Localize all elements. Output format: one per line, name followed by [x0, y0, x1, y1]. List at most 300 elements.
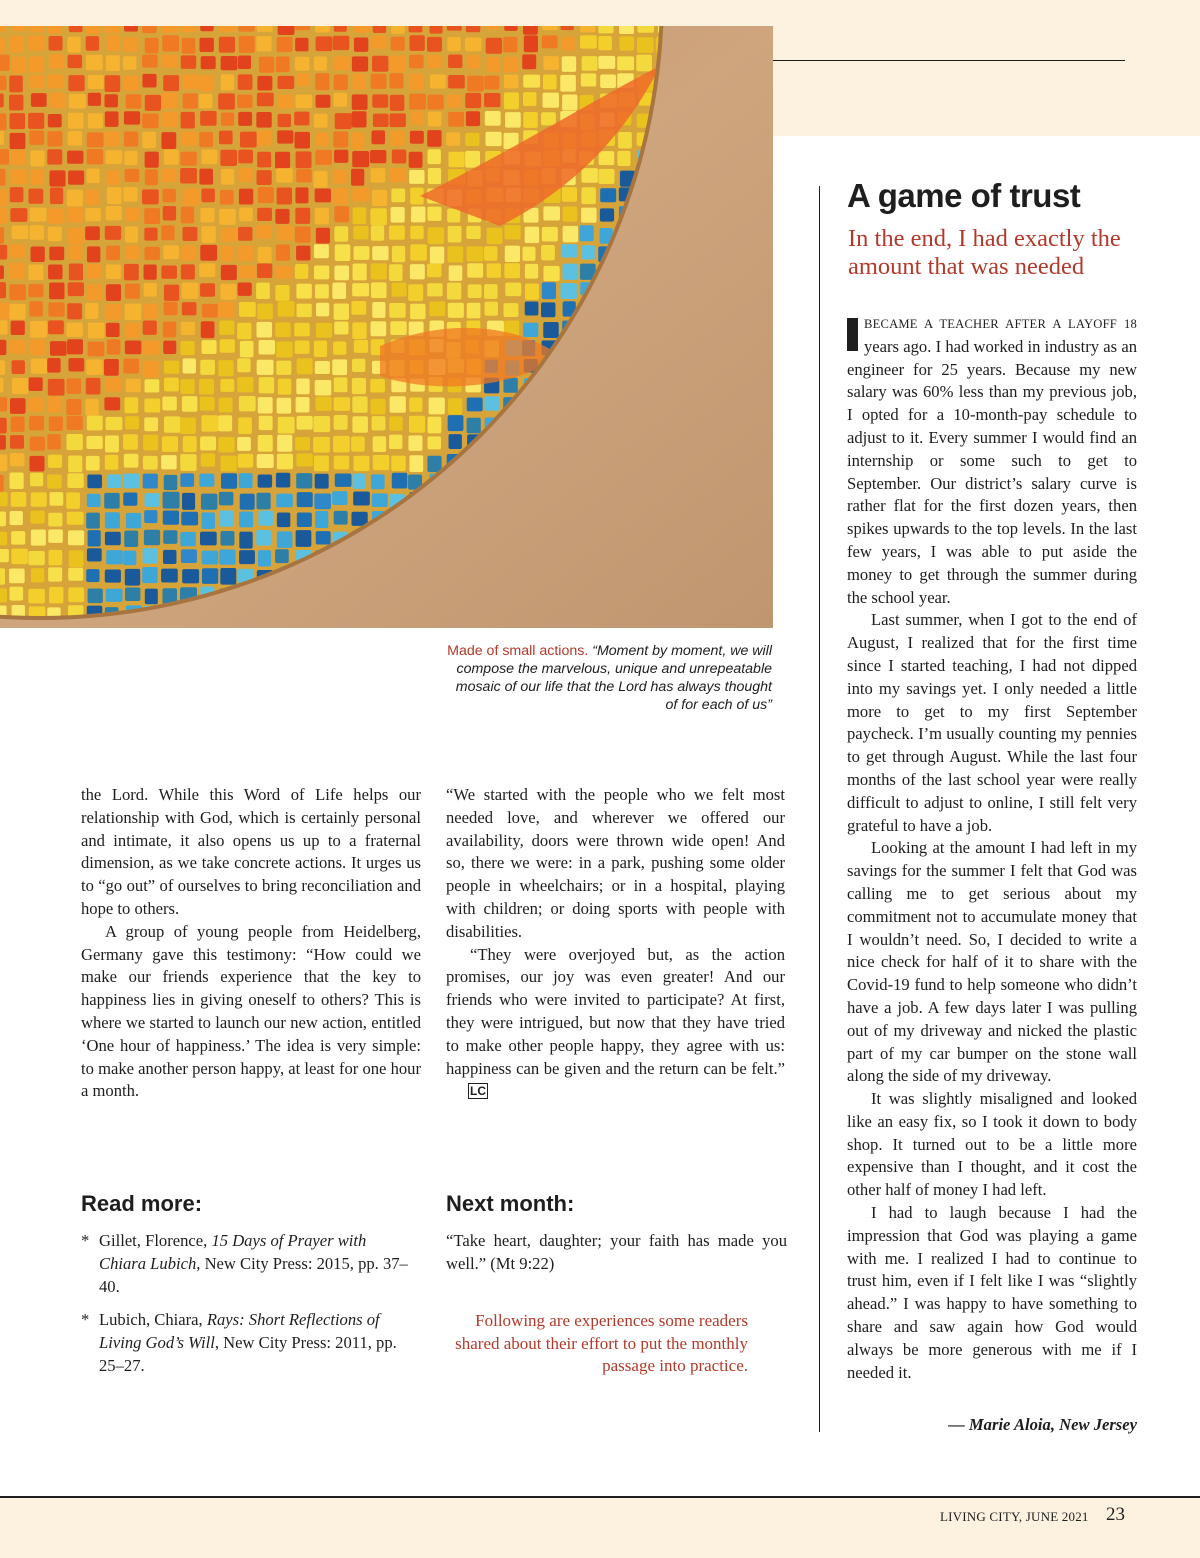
mosaic-tile	[124, 151, 137, 165]
mosaic-tile	[67, 416, 83, 430]
mosaic-tile	[68, 587, 84, 602]
photo-caption	[440, 642, 772, 714]
mosaic-tile	[314, 244, 329, 258]
mosaic-tile	[370, 399, 385, 415]
mosaic-tile	[373, 455, 390, 470]
mosaic-tile	[219, 26, 236, 32]
mosaic-tile	[449, 434, 462, 449]
mosaic-tile	[372, 56, 388, 72]
mosaic-tile	[161, 112, 177, 127]
mosaic-tile	[0, 532, 7, 546]
mosaic-tile	[164, 285, 179, 301]
mosaic-tile	[221, 56, 238, 70]
mosaic-tile	[503, 303, 518, 317]
mosaic-tile	[467, 246, 484, 261]
mosaic-tile	[202, 568, 218, 584]
mosaic-tile	[408, 435, 422, 451]
mosaic-tile	[354, 456, 370, 471]
mosaic-tile	[163, 550, 176, 564]
mosaic-tile	[68, 55, 83, 68]
mosaic-tile	[29, 130, 44, 144]
mosaic-tile	[87, 246, 100, 262]
mosaic-tile	[105, 26, 121, 33]
mosaic-tile	[278, 417, 295, 434]
mosaic-tile	[106, 589, 123, 602]
mosaic-tile	[30, 511, 44, 524]
mosaic-tile	[182, 227, 197, 241]
mosaic-tile	[465, 151, 480, 168]
mosaic-tile	[69, 245, 83, 260]
mosaic-tile	[410, 131, 424, 144]
mosaic-tile	[296, 304, 311, 318]
mosaic-tile	[182, 74, 198, 89]
mosaic-tile	[240, 494, 255, 510]
mosaic-tile	[88, 113, 103, 128]
mosaic-tile	[277, 513, 290, 528]
mosaic-tile	[11, 321, 25, 335]
mosaic-tile	[371, 74, 387, 89]
mosaic-tile	[49, 587, 63, 604]
mosaic-tile	[11, 531, 25, 544]
mosaic-tile	[0, 131, 4, 145]
mosaic-tile	[334, 397, 350, 411]
mosaic-tile	[104, 131, 119, 146]
mosaic-tile	[220, 339, 235, 353]
mosaic-tile	[392, 246, 405, 262]
mosaic-tile	[392, 473, 408, 489]
reference-title: 15 Days of Prayer with Chiara Lubich,	[99, 1231, 367, 1273]
mosaic-tile	[163, 530, 177, 544]
mosaic-tile	[257, 208, 272, 221]
mosaic-tile	[296, 151, 312, 168]
mosaic-tile	[0, 492, 8, 506]
mosaic-tile	[275, 285, 289, 301]
mosaic-tile	[447, 209, 460, 223]
mosaic-tile	[10, 36, 25, 52]
mosaic-tile	[164, 416, 181, 432]
mosaic-tile	[335, 113, 352, 129]
mosaic-tile	[9, 568, 25, 583]
mosaic-tile	[522, 247, 535, 261]
mosaic-tile	[371, 282, 387, 298]
mosaic-tile	[145, 169, 158, 185]
mosaic-tile	[68, 358, 84, 371]
mosaic-tile	[239, 36, 255, 53]
mosaic-tile	[29, 189, 44, 204]
mosaic-tile	[598, 56, 615, 69]
mosaic-tile	[543, 206, 560, 220]
mosaic-tile	[181, 264, 195, 279]
mosaic-tile	[295, 95, 312, 108]
mosaic-tile	[315, 511, 328, 528]
mosaic-tile	[126, 208, 140, 221]
mosaic-tile	[485, 302, 498, 316]
mosaic-tile	[180, 379, 194, 394]
mosaic-tile	[391, 207, 405, 223]
mosaic-tile	[295, 227, 311, 243]
mosaic-tile	[48, 209, 65, 224]
drop-cap-i	[847, 318, 858, 351]
mosaic-tile	[314, 341, 327, 357]
mosaic-tile	[220, 379, 234, 392]
mosaic-tile	[123, 56, 136, 70]
mosaic-tile	[69, 550, 84, 567]
mosaic-tile	[106, 378, 122, 392]
mosaic-tile	[181, 112, 195, 129]
next-month-text: “Take heart, daughter; your faith has made you well.” (Mt 9:22)	[446, 1231, 787, 1273]
mosaic-tile	[296, 473, 312, 488]
mosaic-tile	[106, 323, 120, 337]
caption-quote: “Moment by moment, we will compose the marvelous, unique and unrepeatable mosaic of our life that the Lord has always thought of for each of us”	[455, 643, 772, 713]
mosaic-tile	[219, 492, 234, 505]
mosaic-tile	[48, 227, 62, 242]
mosaic-tile	[256, 283, 270, 299]
mosaic-tile	[0, 588, 7, 602]
mosaic-tile	[201, 226, 215, 243]
mosaic-tile	[427, 264, 441, 278]
mosaic-tile	[0, 169, 5, 186]
mosaic-tile	[67, 339, 83, 354]
mosaic-tile	[180, 532, 196, 546]
mosaic-tile	[562, 187, 577, 202]
mosaic-tile	[408, 284, 423, 301]
mosaic-tile	[390, 321, 406, 335]
mosaic-tile	[275, 152, 290, 169]
mosaic-tile	[199, 169, 213, 185]
mosaic-tile	[69, 26, 83, 32]
mosaic-tile	[0, 360, 5, 374]
mosaic-tile	[49, 36, 63, 51]
mosaic-tile	[334, 377, 348, 392]
mosaic-tile	[238, 245, 254, 261]
mosaic-tile	[10, 340, 26, 354]
mosaic-tile	[617, 56, 634, 70]
mosaic-tile	[257, 303, 273, 319]
mosaic-tile	[124, 531, 138, 547]
mosaic-tile	[237, 377, 253, 392]
mosaic-tile	[30, 321, 47, 338]
mosaic-tile	[66, 323, 83, 337]
mosaic-tile	[144, 264, 157, 279]
mosaic-tile	[371, 321, 387, 336]
mosaic-tile	[181, 207, 194, 224]
mosaic-tile	[68, 170, 84, 184]
mosaic-tile	[504, 225, 520, 239]
mosaic-tile	[278, 26, 295, 35]
mosaic-tile	[467, 263, 483, 277]
mosaic-tile	[428, 417, 442, 434]
mosaic-tile	[238, 227, 252, 241]
mosaic-tile	[316, 531, 331, 544]
mosaic-tile	[49, 54, 64, 68]
mosaic-tile	[50, 187, 63, 204]
mosaic-tile	[354, 26, 371, 33]
mosaic-tile	[562, 264, 578, 280]
mosaic-tile	[28, 113, 44, 129]
mosaic-tile	[277, 454, 293, 469]
mosaic-tile	[334, 265, 349, 280]
mosaic-tile	[181, 246, 197, 261]
mosaic-tile	[372, 416, 386, 430]
mosaic-tile	[448, 415, 464, 431]
mosaic-tile	[523, 112, 537, 128]
reference-author: Lubich, Chiara,	[99, 1310, 203, 1330]
paragraph	[847, 312, 1137, 609]
mosaic-tile	[143, 456, 158, 470]
mosaic-tile	[315, 380, 332, 395]
mosaic-tile	[163, 510, 179, 524]
mosaic-tile	[30, 437, 45, 451]
mosaic-tile	[12, 360, 25, 374]
mosaic-tile	[142, 74, 156, 88]
mosaic-tile	[239, 473, 253, 488]
mosaic-tile	[88, 589, 103, 604]
mosaic-tile	[47, 434, 60, 449]
mosaic-tile	[125, 284, 140, 299]
mosaic-tile	[183, 436, 197, 452]
mosaic-tile	[352, 283, 369, 296]
mosaic-tile	[562, 94, 577, 110]
mosaic-tile	[484, 396, 500, 410]
mosaic-tile	[352, 396, 367, 412]
mosaic-tile	[29, 56, 44, 72]
mosaic-tile	[409, 26, 423, 32]
mosaic-tile	[201, 494, 217, 510]
mosaic-tile	[123, 551, 136, 566]
mosaic-tile	[123, 473, 139, 488]
mosaic-tile	[335, 244, 351, 261]
mosaic-tile	[314, 265, 329, 279]
mosaic-tile	[145, 379, 160, 392]
mosaic-tile	[200, 283, 215, 297]
mosaic-tile	[163, 206, 176, 220]
mosaic-tile	[0, 227, 4, 244]
mosaic-tile	[392, 149, 406, 163]
mosaic-tile	[182, 302, 197, 315]
mosaic-tile	[257, 360, 274, 375]
mosaic-tile	[181, 55, 196, 68]
mosaic-tile	[144, 417, 158, 431]
header-panel	[773, 26, 1200, 136]
mosaic-tile	[315, 208, 329, 225]
mosaic-tile	[126, 513, 141, 528]
mosaic-tile	[12, 225, 29, 239]
mosaic-tile	[239, 189, 253, 205]
mosaic-tile	[352, 378, 366, 394]
mosaic-tile	[87, 149, 103, 164]
mosaic-tile	[257, 26, 273, 32]
mosaic-tile	[107, 339, 121, 354]
mosaic-tile	[161, 455, 177, 469]
mosaic-tile	[144, 208, 160, 224]
mosaic-tile	[86, 436, 102, 449]
mosaic-tile	[314, 494, 331, 510]
mosaic-tile	[409, 398, 422, 412]
mosaic-tile	[447, 37, 460, 51]
mosaic-tile	[183, 93, 198, 108]
mosaic-tile	[10, 511, 23, 525]
mosaic-tile	[448, 226, 462, 243]
mosaic-tile	[162, 436, 178, 452]
mosaic-tile	[125, 587, 140, 600]
paragraph: Last summer, when I got to the end of August, I realized that for the first time since I started teaching, I had not dipped into my savings yet. I only needed a little more to get to my first September paycheck. I’m usually counting my pennies to get through August. While the last four months of the last school year were really difficult to adjust to online, I still felt very grateful to have a job.	[847, 610, 1137, 835]
mosaic-tile	[371, 263, 387, 279]
mosaic-tile	[124, 397, 138, 413]
mosaic-tile	[181, 132, 197, 146]
mosaic-tile	[295, 208, 310, 224]
mosaic-tile	[486, 38, 502, 54]
top-band	[0, 0, 1200, 26]
mosaic-tile	[465, 38, 481, 52]
mosaic-tile	[429, 26, 442, 34]
mosaic-tile	[295, 264, 308, 279]
mosaic-tile	[449, 265, 463, 280]
header-rule	[773, 60, 1125, 61]
mosaic-tile	[390, 396, 406, 413]
mosaic-tile	[296, 397, 310, 412]
mosaic-tile	[199, 379, 214, 395]
mosaic-tile	[30, 26, 44, 32]
mosaic-tile	[256, 322, 272, 338]
mosaic-tile	[351, 301, 366, 315]
mosaic-tile	[427, 436, 441, 449]
mosaic-tile	[11, 416, 25, 431]
mosaic-tile	[0, 26, 5, 32]
mosaic-tile	[560, 283, 576, 299]
mosaic-tile	[334, 93, 348, 107]
mosaic-tile	[541, 112, 556, 125]
paragraph: It was slightly misaligned and looked like an easy fix, so I took it down to body shop. It turned out to be a little more expensive than I thought, and it cost the other half of money I had left.	[847, 1089, 1137, 1200]
mosaic-tile	[0, 475, 4, 492]
mosaic-tile	[218, 415, 232, 431]
mosaic-tile	[277, 76, 294, 89]
mosaic-tile	[391, 456, 405, 471]
mosaic-tile	[332, 283, 346, 299]
mosaic-tile	[30, 225, 44, 240]
mosaic-tile	[67, 378, 82, 393]
mosaic-tile	[0, 149, 9, 164]
mosaic-tile	[199, 94, 212, 109]
mosaic-tile	[88, 93, 101, 106]
mosaic-tile	[391, 131, 405, 146]
mosaic-tile	[0, 76, 6, 91]
mosaic-tile	[68, 75, 84, 91]
paragraph-text: “They were overjoyed but, as the action promises, our joy was even greater! And our friends who were invited to participate? At first, they were intrigued, but now that they have tried to make other people happy, they agree with us: happiness can be given and the return can be felt.”	[446, 944, 785, 1078]
mosaic-tile	[543, 93, 559, 108]
mosaic-tile	[370, 208, 386, 225]
mosaic-tile	[11, 57, 26, 74]
mosaic-tile	[161, 225, 174, 240]
mosaic-tile	[294, 323, 310, 336]
mosaic-tile	[258, 397, 273, 413]
mosaic-tile	[31, 492, 47, 506]
mosaic-tile	[258, 435, 273, 452]
mosaic-tile	[487, 57, 500, 72]
mosaic-tile	[354, 340, 368, 353]
mosaic-tile	[68, 282, 84, 296]
mosaic-tile	[105, 304, 121, 320]
mosaic-tile	[410, 244, 427, 260]
mosaic-tile	[88, 323, 105, 339]
mosaic-tile	[466, 26, 480, 32]
mosaic-tile	[465, 133, 479, 146]
mosaic-tile	[523, 323, 538, 337]
mosaic-tile	[276, 168, 293, 182]
mosaic-tile	[87, 168, 100, 183]
mosaic-tile	[85, 226, 100, 240]
mosaic-tile	[161, 169, 176, 182]
mosaic-tile	[28, 284, 43, 297]
mosaic-tile	[257, 152, 271, 168]
mosaic-tile	[466, 111, 480, 126]
mosaic-tile	[199, 132, 213, 147]
mosaic-tile	[276, 473, 290, 488]
mosaic-tile	[524, 35, 538, 52]
mosaic-tile	[275, 549, 289, 563]
mosaic-tile	[448, 303, 464, 318]
mosaic-tile	[487, 228, 503, 244]
mosaic-tile	[389, 264, 402, 281]
mosaic-tile	[448, 55, 462, 68]
mosaic-tile	[144, 510, 157, 523]
mosaic-tile	[144, 304, 158, 319]
mosaic-tile	[200, 397, 215, 411]
mosaic-tile	[389, 225, 405, 239]
mosaic-tile	[0, 282, 6, 298]
mosaic-tile	[315, 474, 329, 489]
mosaic-tile	[221, 113, 234, 126]
mosaic-tile	[372, 94, 388, 107]
mosaic-tile	[600, 208, 614, 221]
mosaic-tile	[142, 132, 156, 149]
mosaic-tile	[10, 587, 24, 601]
mosaic-tile	[525, 301, 539, 315]
mosaic-tile	[218, 437, 234, 452]
article-column-1	[81, 784, 421, 1103]
mosaic-tile	[106, 206, 122, 220]
mosaic-tile	[67, 303, 82, 319]
mosaic-tile	[275, 266, 292, 279]
mosaic-tile	[505, 246, 520, 262]
lead-smallcaps: BECAME A TEACHER AFTER A LAYOFF 18	[864, 317, 1137, 331]
mosaic-tile	[220, 284, 236, 300]
mosaic-tile	[181, 512, 198, 526]
mosaic-tile	[373, 436, 386, 452]
mosaic-tile	[428, 227, 444, 244]
mosaic-tile	[427, 37, 442, 52]
mosaic-tile	[297, 358, 313, 374]
mosaic-tile	[221, 74, 234, 90]
mosaic-tile	[9, 263, 25, 279]
mosaic-tile	[239, 512, 253, 528]
mosaic-tile	[86, 284, 102, 300]
mosaic-tile	[409, 416, 425, 433]
mosaic-tile	[485, 111, 501, 126]
mosaic-tile	[201, 149, 217, 164]
mosaic-tile	[163, 492, 180, 509]
mosaic-tile	[315, 284, 329, 298]
mosaic-tile	[275, 209, 289, 224]
mosaic-tile	[257, 263, 272, 278]
mosaic-tile	[389, 416, 402, 430]
mosaic-tile	[430, 247, 444, 264]
mosaic-tile	[68, 131, 82, 146]
mosaic-tile	[47, 149, 62, 164]
mosaic-tile	[278, 379, 291, 395]
mosaic-tile	[373, 26, 387, 33]
mosaic-tile	[10, 453, 25, 466]
mosaic-tile	[522, 54, 536, 69]
